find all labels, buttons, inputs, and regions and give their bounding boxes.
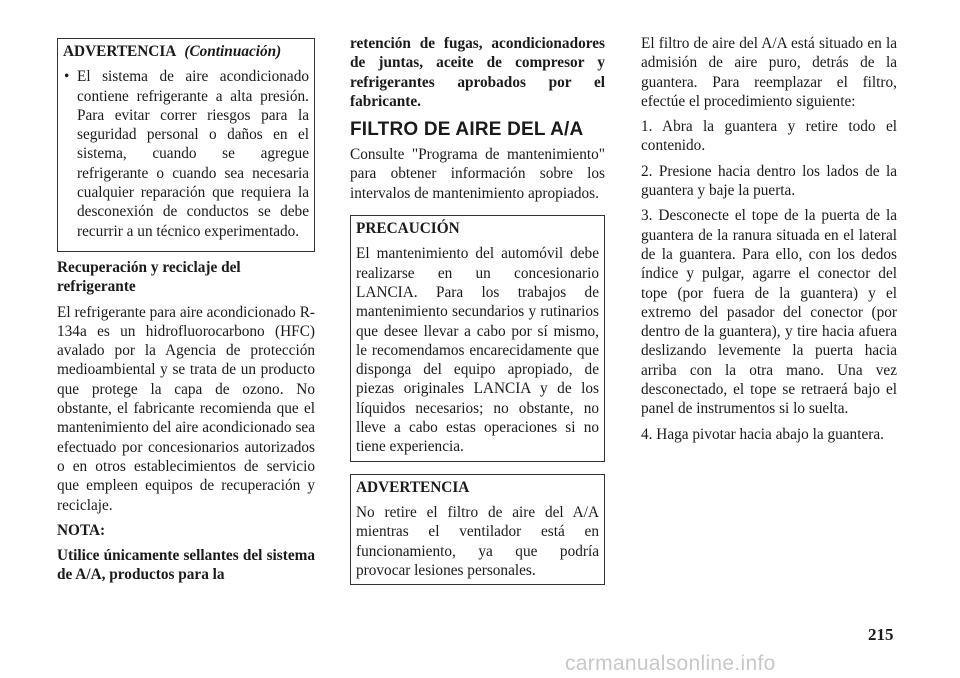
watermark: carmanualsonline.info — [565, 652, 776, 675]
warning-bullet: • El sistema de aire acondicionado contiene refrigerante a alta presión. Para evitar correr riesgos para la seguridad personal o daños en el sistema, cuando se agregue refrigerante o cuando sea necesaria cualquier reparación que requiera la desconexión de conductos se debe recurrir a un técnico experimentado. — [63, 67, 309, 241]
warning-box — [350, 474, 605, 585]
warning-title-text: ADVERTENCIA — [63, 43, 177, 60]
caution-body: El mantenimiento del automóvil debe realizarse en un concesionario LANCIA. Para los trabajos de mantenimiento secundarios y rutinarios que desee llevar a cabo por sí mismo, le recomendamos encarecidamente que disponga del equipo apropiado, de piezas originales LANCIA y de los líquidos necesarios; no obstante, no lleve a cabo estas operaciones si no tiene experiencia. — [356, 245, 599, 456]
section-intro: Consulte "Programa de mantenimiento" para obtener información sobre los intervalos de mantenimiento apropiados. — [350, 146, 605, 202]
warning2-body: No retire el filtro de aire del A/A mientras el ventilador está en funcionamiento, ya que podría provocar lesiones personales. — [356, 503, 599, 579]
recycle-body: El refrigerante para aire acondicionado R-134a es un hidrofluorocarbono (HFC) avalado por la Agencia de protección medioambiental y se trata de un producto que protege la capa de ozono. No obstante, el fabricante recomienda que el mantenimiento del aire acondicionado sea efectuado por concesionarios autorizados o en otros establecimientos de servicio que empleen equipos de recuperación y reciclaje. — [57, 303, 315, 514]
column-right — [641, 34, 897, 450]
section-title: FILTRO DE AIRE DEL A/A — [350, 119, 584, 141]
column-middle — [350, 34, 605, 591]
step-1: 1. Abra la guantera y retire todo el contenido. — [641, 118, 897, 155]
warning-continuation: (Continuación) — [184, 43, 282, 60]
caution-title: PRECAUCIÓN — [356, 220, 460, 238]
warning-box-continued — [57, 38, 315, 252]
note-label: NOTA: — [57, 521, 106, 539]
step-4: 4. Haga pivotar hacia abajo la guantera. — [641, 425, 884, 443]
note-body-start: Utilice únicamente sellantes del sistema de A/A, productos para la — [57, 547, 315, 584]
caution-box — [350, 215, 605, 462]
recycle-heading: Recuperación y reciclaje del refrigerante — [57, 258, 241, 296]
filter-intro: El filtro de aire del A/A está situado en la admisión de aire puro, detrás de la guantera. Para reemplazar el filtro, efectúe el procedimiento siguiente: — [641, 35, 897, 110]
step-3: 3. Desconecte el tope de la puerta de la guantera de la ranura situada en el lateral de la guantera. Para ello, con los dedos índice y pulgar, agarre el conector del tope (por fuera de la guantera) y el extremo del pasador del conector (por dentro de la guantera), y tire hacia afuera deslizando levemente la puerta hacia arriba con la otra mano. Una vez desconectado, el tope se retraerá bajo el panel de instrumentos si lo suelta. — [641, 207, 897, 418]
warning-box-title — [63, 42, 309, 61]
warning2-title: ADVERTENCIA — [356, 478, 470, 496]
step-2: 2. Presione hacia dentro los lados de la guantera y baje la puerta. — [641, 162, 897, 200]
note-body-end: retención de fugas, acondicionadores de juntas, aceite de compresor y refrigerantes aprobados por el fabricante. — [350, 35, 605, 110]
page-number: 215 — [868, 625, 894, 644]
column-left — [57, 38, 315, 591]
